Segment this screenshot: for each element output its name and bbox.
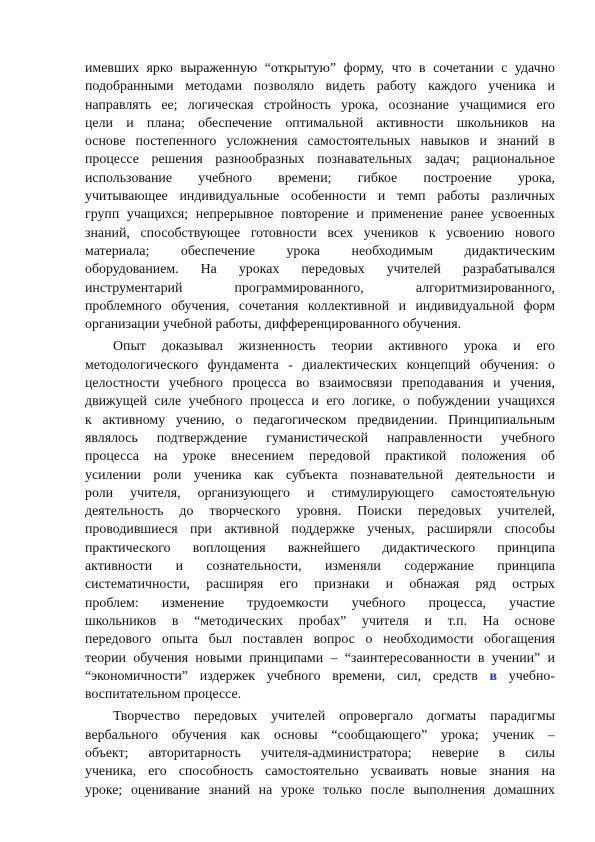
text-line: знаний, способствующее готовности всех учеников к усвоению нового (85, 225, 555, 241)
text-line: систематичности, расширяя его признаки и обнажая ряд острых (85, 577, 555, 593)
text-line: практического воплощения важнейшего дидактического принципа (85, 540, 555, 556)
text-line: активности и сознательности, изменяли содержание принципа (85, 559, 555, 575)
paragraph-1 (85, 60, 555, 334)
paragraph-3 (85, 708, 555, 799)
text-line: проблемного обучения, сочетания коллективной и индивидуальной форм (85, 298, 555, 314)
text-line: школьников в “методических пробах” учителя и т.п. На основе (85, 613, 555, 629)
text-line: организации учебной работы, дифференцированного обучения. (85, 317, 462, 333)
text-line: уроке; оценивание знаний на уроке только после выполнения домашних (85, 782, 555, 798)
text-line (85, 668, 555, 686)
paragraph-2 (85, 338, 555, 704)
text-line: объект; авторитарность учителя-администратора; неверие в силы (85, 745, 555, 761)
text-line: имевших ярко выраженную “открытую” форму, что в сочетании с удачно (85, 61, 555, 76)
text-line: передового опыта был поставлен вопрос о необходимости обогащения (85, 632, 555, 648)
text-line: теории обучения новыми принципами – “заинтересованности в учении” и (85, 650, 555, 666)
text-line: вербального обучения как основы “сообщающего” урока; ученик – (85, 727, 555, 743)
text-line: Опыт доказывал жизненность теории активного урока и его (113, 339, 555, 355)
text-line: подобранными методами позволяло видеть работу каждого ученика и (85, 79, 555, 95)
text-fragment: учебно- (497, 668, 555, 684)
text-line: процессе решения разнообразных познавательных задач; рациональное (85, 152, 555, 168)
text-line: направлять ее; логическая стройность урока, осознание учащимися его (85, 97, 555, 113)
text-line: усилении роли ученика как субъекта познавательной деятельности и (85, 467, 555, 483)
text-line: цели и плана; обеспечение оптимальной активности школьников на (85, 115, 555, 131)
text-line: к активному учению, о педагогическом предвидении. Принципиальным (85, 412, 555, 428)
highlighted-word: в (489, 668, 498, 684)
text-fragment: “экономичности” издержек учебного времени, сил, средств (85, 668, 490, 684)
text-line: проблем: изменение трудоемкости учебного процесса, участие (85, 595, 555, 611)
text-line: использование учебного времени; гибкое построение урока, (85, 170, 555, 186)
text-line: роли учителя, организующего и стимулирующего самостоятельную (85, 485, 555, 501)
text-line: ученика, его способность самостоятельно усваивать новые знания на (85, 764, 555, 780)
text-line: деятельность до творческого уровня. Поиски передовых учителей, (85, 504, 555, 520)
text-line: групп учащихся; непрерывное повторение и применение ранее усвоенных (85, 207, 555, 223)
text-line: инструментарий программированного, алгоритмизированного, (85, 280, 555, 296)
text-line: воспитательном процессе. (85, 687, 242, 703)
text-line: Творчество передовых учителей опровергало догматы парадигмы (113, 709, 555, 725)
text-line: основе постепенного усложнения самостоятельных навыков и знаний в (85, 134, 555, 150)
document-page (85, 60, 555, 800)
text-line: процесса на уроке внесением передовой практикой положения об (85, 449, 555, 465)
text-line: движущей силе учебного процесса и его логике, о побуждении учащихся (85, 394, 555, 410)
text-line: учитывающее индивидуальные особенности и темп работы различных (85, 189, 555, 205)
text-line: материала; обеспечение урока необходимым дидактическим (85, 243, 555, 259)
text-line: являлось подтверждение гуманистической направленности учебного (85, 430, 555, 446)
text-line: проводившиеся при активной поддержке ученых, расширяли способы (85, 522, 555, 538)
text-line: целостности учебного процесса во взаимосвязи преподавания и учения, (85, 376, 555, 392)
text-line: методологического фундамента - диалектических концепций обучения: о (85, 357, 555, 373)
text-line: оборудованием. На уроках передовых учителей разрабатывался (85, 262, 555, 278)
